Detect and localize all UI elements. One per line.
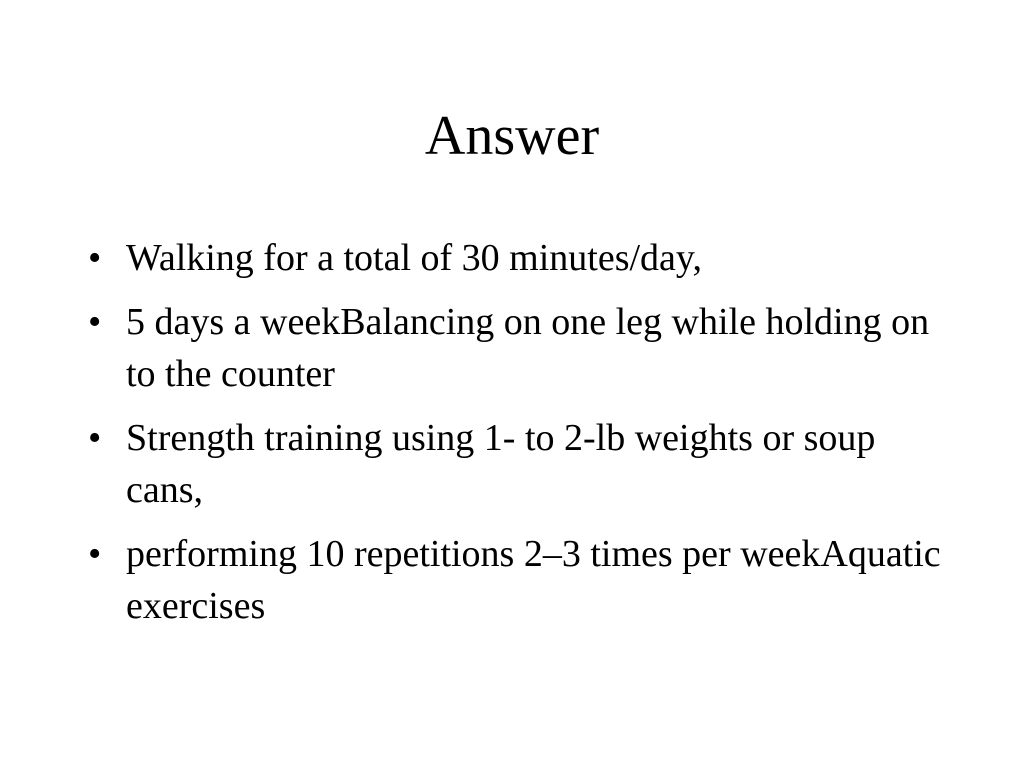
bullet-dot-icon: • [88, 237, 102, 279]
bullet-dot-icon: • [88, 417, 102, 459]
bullet-list [88, 232, 948, 644]
bullet-item-4 [88, 528, 948, 632]
bullet-item-1 [88, 232, 948, 284]
slide-title: Answer [424, 105, 600, 167]
bullet-dot-icon: • [88, 533, 102, 575]
bullet-item-2 [88, 296, 948, 400]
bullet-dot-icon: • [88, 301, 102, 343]
bullet-text: 5 days a weekBalancing on one leg while holding on to the counter [126, 301, 930, 395]
bullet-text: Walking for a total of 30 minutes/day, [126, 237, 702, 279]
bullet-item-3 [88, 412, 948, 516]
bullet-text: performing 10 repetitions 2–3 times per weekAquatic exercises [126, 533, 941, 627]
bullet-text: Strength training using 1- to 2-lb weights or soup cans, [126, 417, 876, 511]
